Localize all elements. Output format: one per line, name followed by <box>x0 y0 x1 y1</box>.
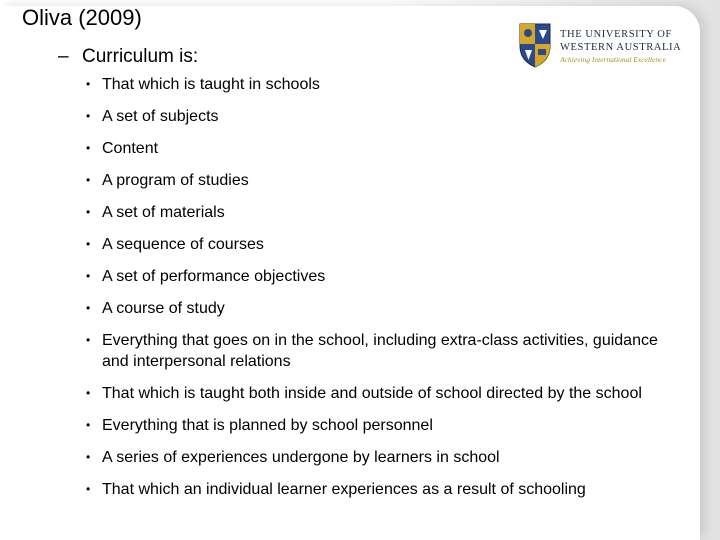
bullet-item <box>86 202 686 223</box>
bullet-text: Everything that is planned by school personnel <box>102 417 433 434</box>
bullet-item <box>86 415 686 436</box>
bullet-marker: • <box>86 109 91 123</box>
bullet-item <box>86 106 686 127</box>
bullet-text: A program of studies <box>102 172 249 189</box>
bullet-text: A set of performance objectives <box>102 268 326 285</box>
bullet-marker: • <box>86 77 91 91</box>
bullet-text: A set of materials <box>102 204 225 221</box>
bullet-marker: • <box>86 141 91 155</box>
bullet-marker: • <box>86 237 91 251</box>
bullet-item <box>86 170 686 191</box>
bullet-text: That which is taught in schools <box>102 76 320 93</box>
bullet-marker: • <box>86 301 91 315</box>
bullet-item <box>86 298 686 319</box>
bullet-text: That which is taught both inside and outside of school directed by the school <box>102 385 642 402</box>
bullet-marker: • <box>86 418 91 432</box>
uwa-crest-icon <box>518 22 552 68</box>
bullet-text: That which an individual learner experiences as a result of schooling <box>102 481 586 498</box>
slide-subtitle <box>58 44 198 70</box>
bullet-item <box>86 266 686 287</box>
bullet-text: Content <box>102 140 159 157</box>
bullet-text: A series of experiences undergone by learners in school <box>102 449 500 466</box>
bullet-item <box>86 234 686 255</box>
subtitle-text: Curriculum is: <box>82 46 199 67</box>
bullet-item <box>86 138 686 159</box>
bullet-text: A course of study <box>102 300 225 317</box>
university-name-line2: WESTERN AUSTRALIA <box>560 42 682 53</box>
university-name-line1: THE UNIVERSITY OF <box>560 29 672 40</box>
university-name <box>560 28 681 54</box>
university-tagline: Achieving International Excellence <box>560 55 666 64</box>
bullet-marker: • <box>86 173 91 187</box>
bullet-text: A sequence of courses <box>102 236 264 253</box>
bullet-item <box>86 74 686 95</box>
bullet-marker: • <box>86 333 91 347</box>
bullet-item <box>86 447 686 468</box>
bullet-text: Everything that goes on in the school, including extra-class activities, guidance and interpersonal relations <box>102 332 658 370</box>
bullet-item <box>86 383 686 404</box>
subtitle-dash: – <box>58 46 69 67</box>
bullet-item <box>86 479 686 500</box>
bullet-marker: • <box>86 205 91 219</box>
university-logo <box>518 22 682 70</box>
bullet-item <box>86 330 686 372</box>
bullet-list <box>86 74 686 511</box>
bullet-marker: • <box>86 482 91 496</box>
bullet-marker: • <box>86 450 91 464</box>
bullet-marker: • <box>86 269 91 283</box>
bullet-marker: • <box>86 386 91 400</box>
bullet-text: A set of subjects <box>102 108 219 125</box>
slide-title: Oliva (2009) <box>22 5 142 30</box>
